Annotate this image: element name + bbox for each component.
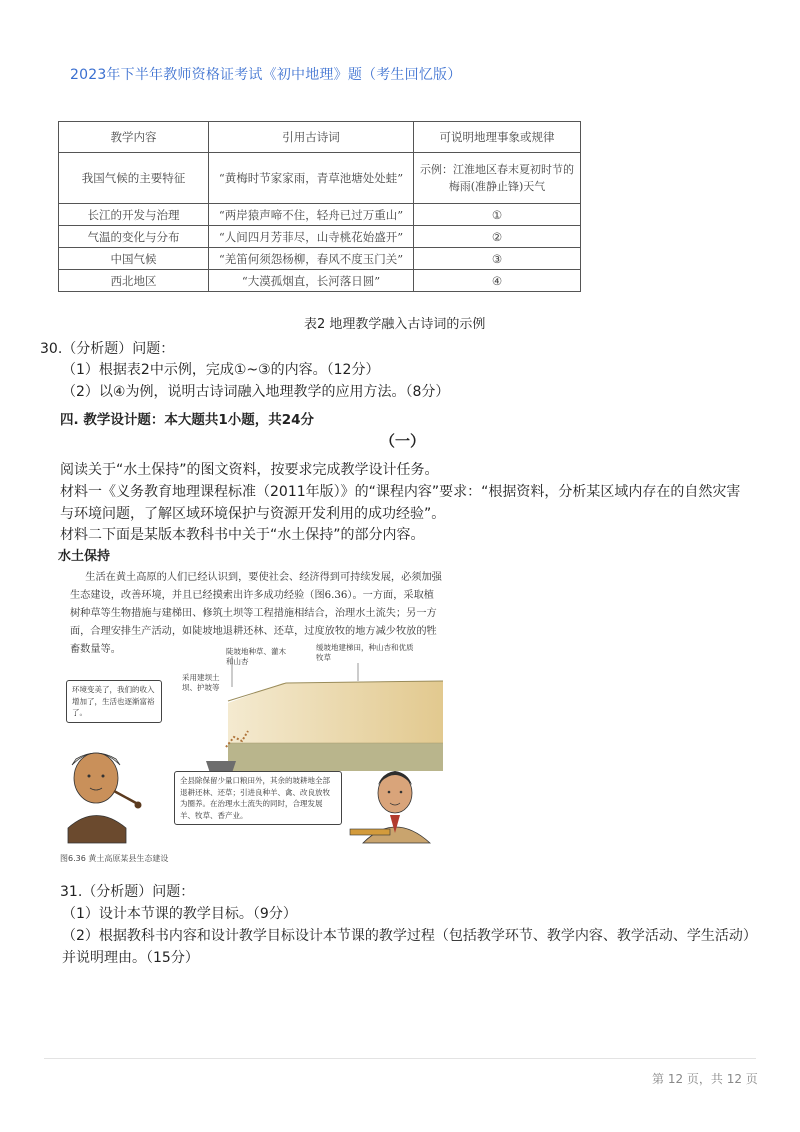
textbook-figure (58, 543, 448, 868)
table-row (59, 248, 581, 270)
section-heading: 四. 教学设计题：本大题共1小题，共24分 (60, 412, 315, 428)
question-30-item: （1）根据表2中示例，完成①~③的内容。（12分） (62, 362, 380, 378)
slope-land-shape (228, 681, 443, 743)
official-speech-bubble: 全县除保留少量口粮田外，其余的坡耕地全部退耕还林、还草；引进良种羊、禽、改良放牧为圈养。在治理水土流失的同时，合理发展羊、牧草、香产业。 (174, 771, 342, 825)
label-terrace-land: 缓坡地建梯田，种山杏和优质牧草 (316, 643, 414, 662)
table-cell-content: 中国气候 (59, 248, 209, 270)
poem-table (58, 121, 581, 292)
figure-paragraph: 生活在黄土高原的人们已经认识到，要使社会、经济得到可持续发展，必须加强生态建设，改善环境，并且已经摸索出许多成功经验（图6.36）。一方面，采取植树种草等生物措施与建梯田、修筑土坝等工程措施相结合，治理水土流失；另一方面，合理安排生产活动，如陡坡地退耕还林、还草，过度放牧的地方减少牧放的牲畜数量等。 (70, 572, 442, 655)
table-cell-law: ② (414, 226, 581, 248)
table-row (59, 226, 581, 248)
table-cell-content: 气温的变化与分布 (59, 226, 209, 248)
official-figure-icon (350, 771, 430, 843)
table-caption: 表2 地理教学融入古诗词的示例 (304, 317, 486, 332)
question-31-title: 31.（分析题）问题： (60, 884, 195, 900)
table-header-cell: 可说明地理事象或规律 (414, 122, 581, 153)
question-31-item: （2）根据教科书内容和设计教学目标设计本节课的教学过程（包括教学环节、教学内容、教学活动、学生活动）并说明理由。（15分） (62, 928, 750, 966)
terrace-land-shape (228, 743, 443, 771)
part-label: （一） (380, 432, 426, 450)
table-header-row (59, 122, 581, 153)
table-row (59, 153, 581, 204)
table-cell-law: ④ (414, 270, 581, 292)
table-cell-law: 示例：江淮地区春末夏初时节的梅雨(准静止锋)天气 (414, 153, 581, 204)
table-header-cell: 引用古诗词 (209, 122, 414, 153)
table-row (59, 204, 581, 226)
figure-heading: 水土保持 (58, 549, 111, 564)
table-cell-poem: “人间四月芳菲尽，山寺桃花始盛开” (209, 226, 414, 248)
question-31-item: （1）设计本节课的教学目标。（9分） (62, 906, 297, 922)
document-header-title: 2023年下半年教师资格证考试《初中地理》题（考生回忆版） (70, 67, 462, 83)
label-slope-land: 陡坡地种草、灌木和山杏 (226, 647, 286, 666)
material-one-text: 材料一《义务教育地理课程标准（2011年版）》的“课程内容”要求：“根据资料，分析某区域内存在的自然灾害与环境问题，了解区域环境保护与资源开发利用的成功经验”。 (60, 484, 741, 522)
material-two-text: 材料二下面是某版本教科书中关于“水土保持”的部分内容。 (60, 527, 425, 543)
figure-caption: 图6.36 黄土高原某县生态建设 (60, 854, 169, 863)
intro-text: 阅读关于“水土保持”的图文资料，按要求完成教学设计任务。 (60, 462, 439, 478)
table-cell-poem: “大漠孤烟直，长河落日圆” (209, 270, 414, 292)
table-cell-content: 西北地区 (59, 270, 209, 292)
footer-divider (44, 1058, 756, 1059)
question-30-item: （2）以④为例，说明古诗词融入地理教学的应用方法。（8分） (62, 384, 450, 400)
table-cell-content: 我国气候的主要特征 (59, 153, 209, 204)
label-check-dam: 采用建坝土坝、护坡等 (182, 673, 220, 692)
table-header-cell: 教学内容 (59, 122, 209, 153)
question-30-title: 30.（分析题）问题： (40, 341, 175, 357)
table-cell-poem: “黄梅时节家家雨，青草池塘处处蛙” (209, 153, 414, 204)
farmer-speech-bubble: 环境变美了，我们的收入增加了，生活也逐渐富裕了。 (66, 680, 162, 723)
table-cell-content: 长江的开发与治理 (59, 204, 209, 226)
table-row (59, 270, 581, 292)
page-number: 第 12 页，共 12 页 (652, 1072, 758, 1086)
farmer-figure-icon (68, 753, 142, 843)
table-cell-poem: “羌笛何须怨杨柳，春风不度玉门关” (209, 248, 414, 270)
table-cell-law: ① (414, 204, 581, 226)
table-cell-law: ③ (414, 248, 581, 270)
table-cell-poem: “两岸猿声啼不住，轻舟已过万重山” (209, 204, 414, 226)
